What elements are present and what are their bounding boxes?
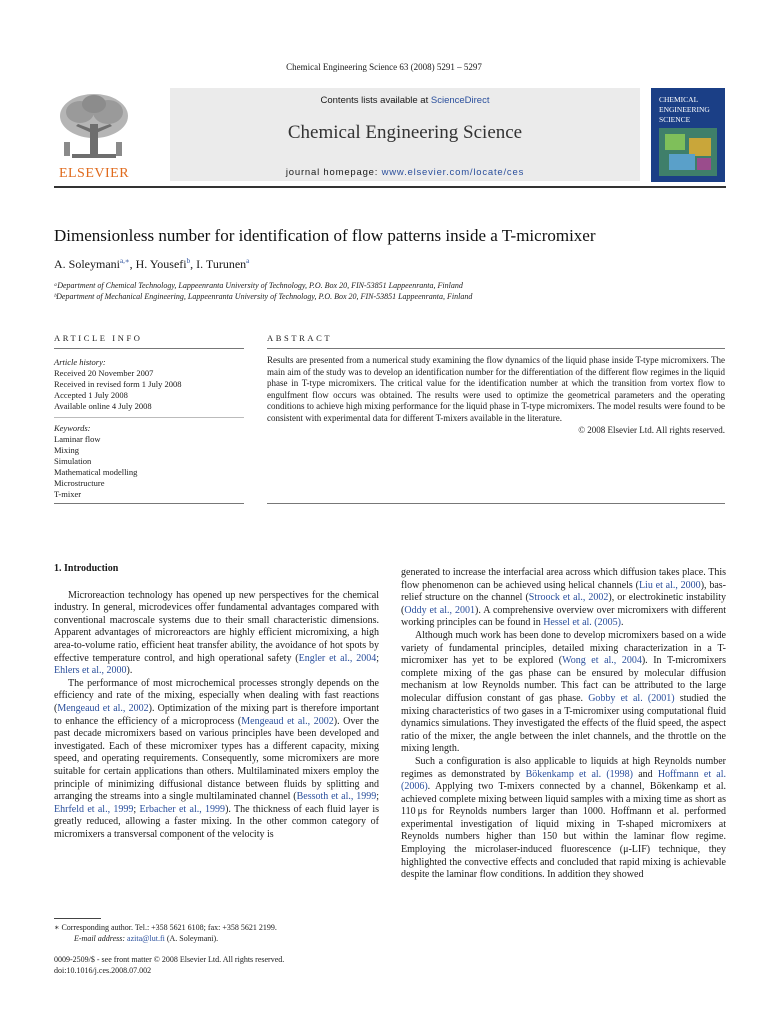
- article-info-rule: [54, 348, 244, 349]
- info-divider: [54, 417, 244, 418]
- email-label: E-mail address:: [74, 934, 128, 943]
- article-info-bottom-rule: [54, 503, 244, 504]
- paragraph-text: ;: [376, 791, 379, 803]
- citation-link[interactable]: Wong et al., 2004: [562, 655, 642, 667]
- paragraph-text: Such a configuration is also applicable to liquids at high Reynolds number regimes as demonstrated by: [401, 755, 726, 780]
- cover-title: [659, 95, 710, 125]
- history-entry: Received in revised form 1 July 2008: [54, 379, 182, 389]
- journal-citation: Chemical Engineering Science 63 (2008) 5291 – 5297: [286, 62, 482, 72]
- paragraph: [401, 567, 726, 630]
- homepage-prefix: journal homepage:: [285, 167, 382, 178]
- contents-available: [170, 95, 640, 106]
- citation-link[interactable]: Hessel et al. (2005): [543, 617, 621, 629]
- paragraph-text: ). Over the past decade micromixers based on various principles have been developed and investigated. Each of these micromixer types has a different capacity, mixing speed, and operating requirements. Consequently, some micromixers are more suitable for certain applications than others. Multilaminated mixers employ the principle of minimizing diffusional distance between fluids by splitting and arranging the streams into a single multilaminated channel (: [54, 715, 379, 803]
- citation-link[interactable]: Engler et al., 2004: [298, 652, 377, 664]
- paragraph-text: ). A comprehensive overview over micromixers with different working principles can be found in: [401, 604, 726, 629]
- author-marks[interactable]: a: [246, 257, 250, 265]
- keyword-item: Laminar flow: [54, 434, 101, 444]
- citation-link[interactable]: Mengeaud et al., 2002: [57, 702, 149, 714]
- doi-line: doi:10.1016/j.ces.2008.07.002: [54, 965, 152, 975]
- author-name: I. Turunen: [196, 257, 247, 271]
- author-marks[interactable]: a,∗: [120, 257, 130, 265]
- contents-prefix: Contents lists available at: [320, 95, 431, 106]
- abstract-copyright: © 2008 Elsevier Ltd. All rights reserved.: [578, 424, 725, 435]
- paragraph-text: . Applying two T-mixers connected by a channel, Bökenkamp et al. achieved complete mixing between liquid samples with a mixing time as short as 110 μs for Reynolds numbers larger than 1000. Hoffmann et al. performed experimental investigation of liquid mixing in T-shaped micromixers at Reynolds numbers higher than 150 but within the laminar flow regime. Employing the microlaser-induced fluorescence (μ-LIF) technique, they highlighted the convective effects and concluded that rapid mixing is achievable despite the laminar flow conditions. In addition they showed: [401, 781, 726, 881]
- footnote-rule: [54, 918, 101, 919]
- history-entry: Available online 4 July 2008: [54, 401, 152, 411]
- paragraph-text: Although much work has been done to develop micromixers based on a wide variety of fundamental principles, detailed mixing characterization in a T-micromixer has yet to be explored (: [401, 629, 726, 667]
- citation-link[interactable]: Gobby et al. (2001): [588, 692, 675, 704]
- publisher-wordmark: ELSEVIER: [58, 166, 130, 181]
- section-heading: 1. Introduction: [54, 563, 119, 574]
- citation-link[interactable]: Ehrfeld et al., 1999: [54, 803, 134, 815]
- cover-line-2: ENGINEERING: [659, 105, 710, 114]
- email-link[interactable]: azita@lut.fi: [127, 934, 165, 943]
- citation-link[interactable]: Oddy et al., 2001: [404, 604, 475, 616]
- paragraph-text: The performance of most microchemical processes strongly depends on the efficiency and rate of the mixing, especially when dealing with fast reactions (: [54, 677, 379, 714]
- paragraph: [401, 756, 726, 882]
- cover-line-3: SCIENCE: [659, 115, 691, 124]
- front-matter-meta: [54, 955, 284, 976]
- paragraph-text: ;: [133, 803, 140, 815]
- citation-link[interactable]: Bökenkamp et al. (1998): [525, 768, 634, 780]
- body-left-column: [54, 563, 379, 841]
- paragraph-text: ). Optimization of the mixing part is therefore important to enhance the efficiency of a microprocess (: [54, 702, 379, 727]
- citation-link[interactable]: Mengeaud et al., 2002: [241, 715, 334, 727]
- issn-line: 0009-2509/$ - see front matter © 2008 Elsevier Ltd. All rights reserved.: [54, 955, 285, 964]
- homepage-link[interactable]: www.elsevier.com/locate/ces: [381, 167, 525, 178]
- abstract-bottom-rule: [267, 503, 725, 504]
- body-right-column: [401, 567, 726, 882]
- affiliation-b: ᵇDepartment of Mechanical Engineering, Lappeenranta University of Technology, P.O. Box 20, FIN-53851 Lappeenranta, Finland: [54, 292, 473, 301]
- paragraph-text: and: [633, 768, 658, 780]
- email-suffix: (A. Soleymani).: [164, 934, 219, 943]
- header-rule: [54, 186, 726, 188]
- abstract-rule: [267, 348, 725, 349]
- author-name: A. Soleymani: [54, 257, 120, 271]
- email-note: [74, 933, 218, 944]
- keyword-item: Microstructure: [54, 478, 105, 488]
- keywords-label: Keywords:: [54, 423, 91, 433]
- article-info-heading: ARTICLE INFO: [54, 333, 143, 343]
- keyword-item: Mathematical modelling: [54, 467, 138, 477]
- author-separator: ,: [190, 257, 197, 271]
- journal-title: Chemical Engineering Science: [287, 122, 523, 143]
- author-list: [54, 257, 249, 272]
- affiliation-a: ᵃDepartment of Chemical Technology, Lappeenranta University of Technology, P.O. Box 20, FIN-53851 Lappeenranta, Finland: [54, 281, 463, 290]
- paragraph-text: ), or electrokinetic instability (: [401, 592, 727, 616]
- article-title: Dimensionless number for identification of flow patterns inside a T-micromixer: [54, 226, 596, 245]
- paragraph-text: ). In T-micromixers complete mixing of the gas phase can be ensured by molecular diffusion mechanism at low Reynolds number. This fact can be attributed to the large molecular diffusion constant of gas phase.: [401, 655, 727, 704]
- paragraph-text: generated to increase the interfacial area across which diffusion takes place. This flow phenomenon can be achieved using helical channels (: [401, 567, 726, 591]
- history-entry: Accepted 1 July 2008: [54, 390, 128, 400]
- citation-link[interactable]: Ehlers et al., 2000: [54, 665, 127, 677]
- citation-link[interactable]: Erbacher et al., 1999: [139, 803, 226, 815]
- keyword-item: T-mixer: [54, 489, 82, 499]
- sciencedirect-link[interactable]: ScienceDirect: [430, 95, 490, 106]
- cover-art-icon: [651, 124, 725, 182]
- paragraph-text: ), bas-relief structure on the channel (: [401, 579, 726, 604]
- paragraph-text: studied the mixing characteristics of two gases in a T-micromixer using computational fluid dynamics simulations. They investigated the effects of the fluid speed, the aspect ratio of the mixer, the angle between the inlet channels, and the throttle on the mixing length.: [401, 692, 726, 755]
- keywords-block: [54, 423, 254, 500]
- citation-link[interactable]: Hoffmann et al. (2006): [401, 768, 727, 793]
- citation-link[interactable]: Bessoth et al., 1999: [296, 791, 377, 803]
- journal-cover: [651, 88, 725, 182]
- journal-banner: [170, 88, 640, 181]
- citation-link[interactable]: Stroock et al., 2002: [528, 592, 609, 604]
- corresponding-author-note: ∗ Corresponding author. Tel.: +358 5621 6108; fax: +358 5621 2199.: [54, 923, 277, 932]
- cover-line-1: CHEMICAL: [659, 95, 699, 104]
- paragraph-text: ). The thickness of each fluid layer is greatly reduced, allowing a faster mixing. In the other common category of micromixers a transversal component of the velocity is: [54, 803, 379, 840]
- citation-link[interactable]: Liu et al., 2000: [638, 579, 701, 591]
- paragraph: [401, 630, 726, 756]
- journal-homepage: [170, 167, 640, 178]
- paragraph: [54, 678, 379, 842]
- author-name: H. Yousefi: [135, 257, 187, 271]
- paragraph-text: ;: [376, 652, 379, 664]
- abstract-heading: ABSTRACT: [267, 333, 333, 343]
- article-history: [54, 357, 254, 412]
- abstract-body: [267, 355, 725, 436]
- paragraph-text: .: [620, 617, 624, 629]
- keyword-item: Simulation: [54, 456, 92, 466]
- paragraph-text: ).: [126, 665, 133, 677]
- abstract-text: Results are presented from a numerical study examining the flow dynamics of the liquid phase inside T-type micromixers. The main aim of the study was to develop an identification number for the differentiation of the different flow regimes in the liquid phase in T-type micromixers. The critical value for the identification number at which the transition from vortex flow to engulfment flow occurs was obtained. The results were used to optimize the geometrical parameters and the operating conditions to achieve high mixing performance for the liquid phase in T-type micromixers. The model results were found to be consistent with experimental data for different T-mixers available in the literature.: [267, 355, 725, 423]
- keyword-item: Mixing: [54, 445, 80, 455]
- paragraph: [54, 590, 379, 678]
- history-entry: Received 20 November 2007: [54, 368, 154, 378]
- history-label: Article history:: [54, 357, 106, 367]
- author-marks[interactable]: b: [186, 257, 191, 265]
- paragraph-text: Microreaction technology has opened up new perspectives for the chemical industry. In general, microdevices offer fundamental advantages compared with conventional macroscale systems due to their small characteristic dimensions. Apparent advantages of microreactors are highly efficient micromixing, a high area-to-volume ratio, efficient heat transfer ability, the avoidance of hot spots by effective temperature control, and high operational safety (: [54, 589, 379, 664]
- author-separator: ,: [129, 257, 136, 271]
